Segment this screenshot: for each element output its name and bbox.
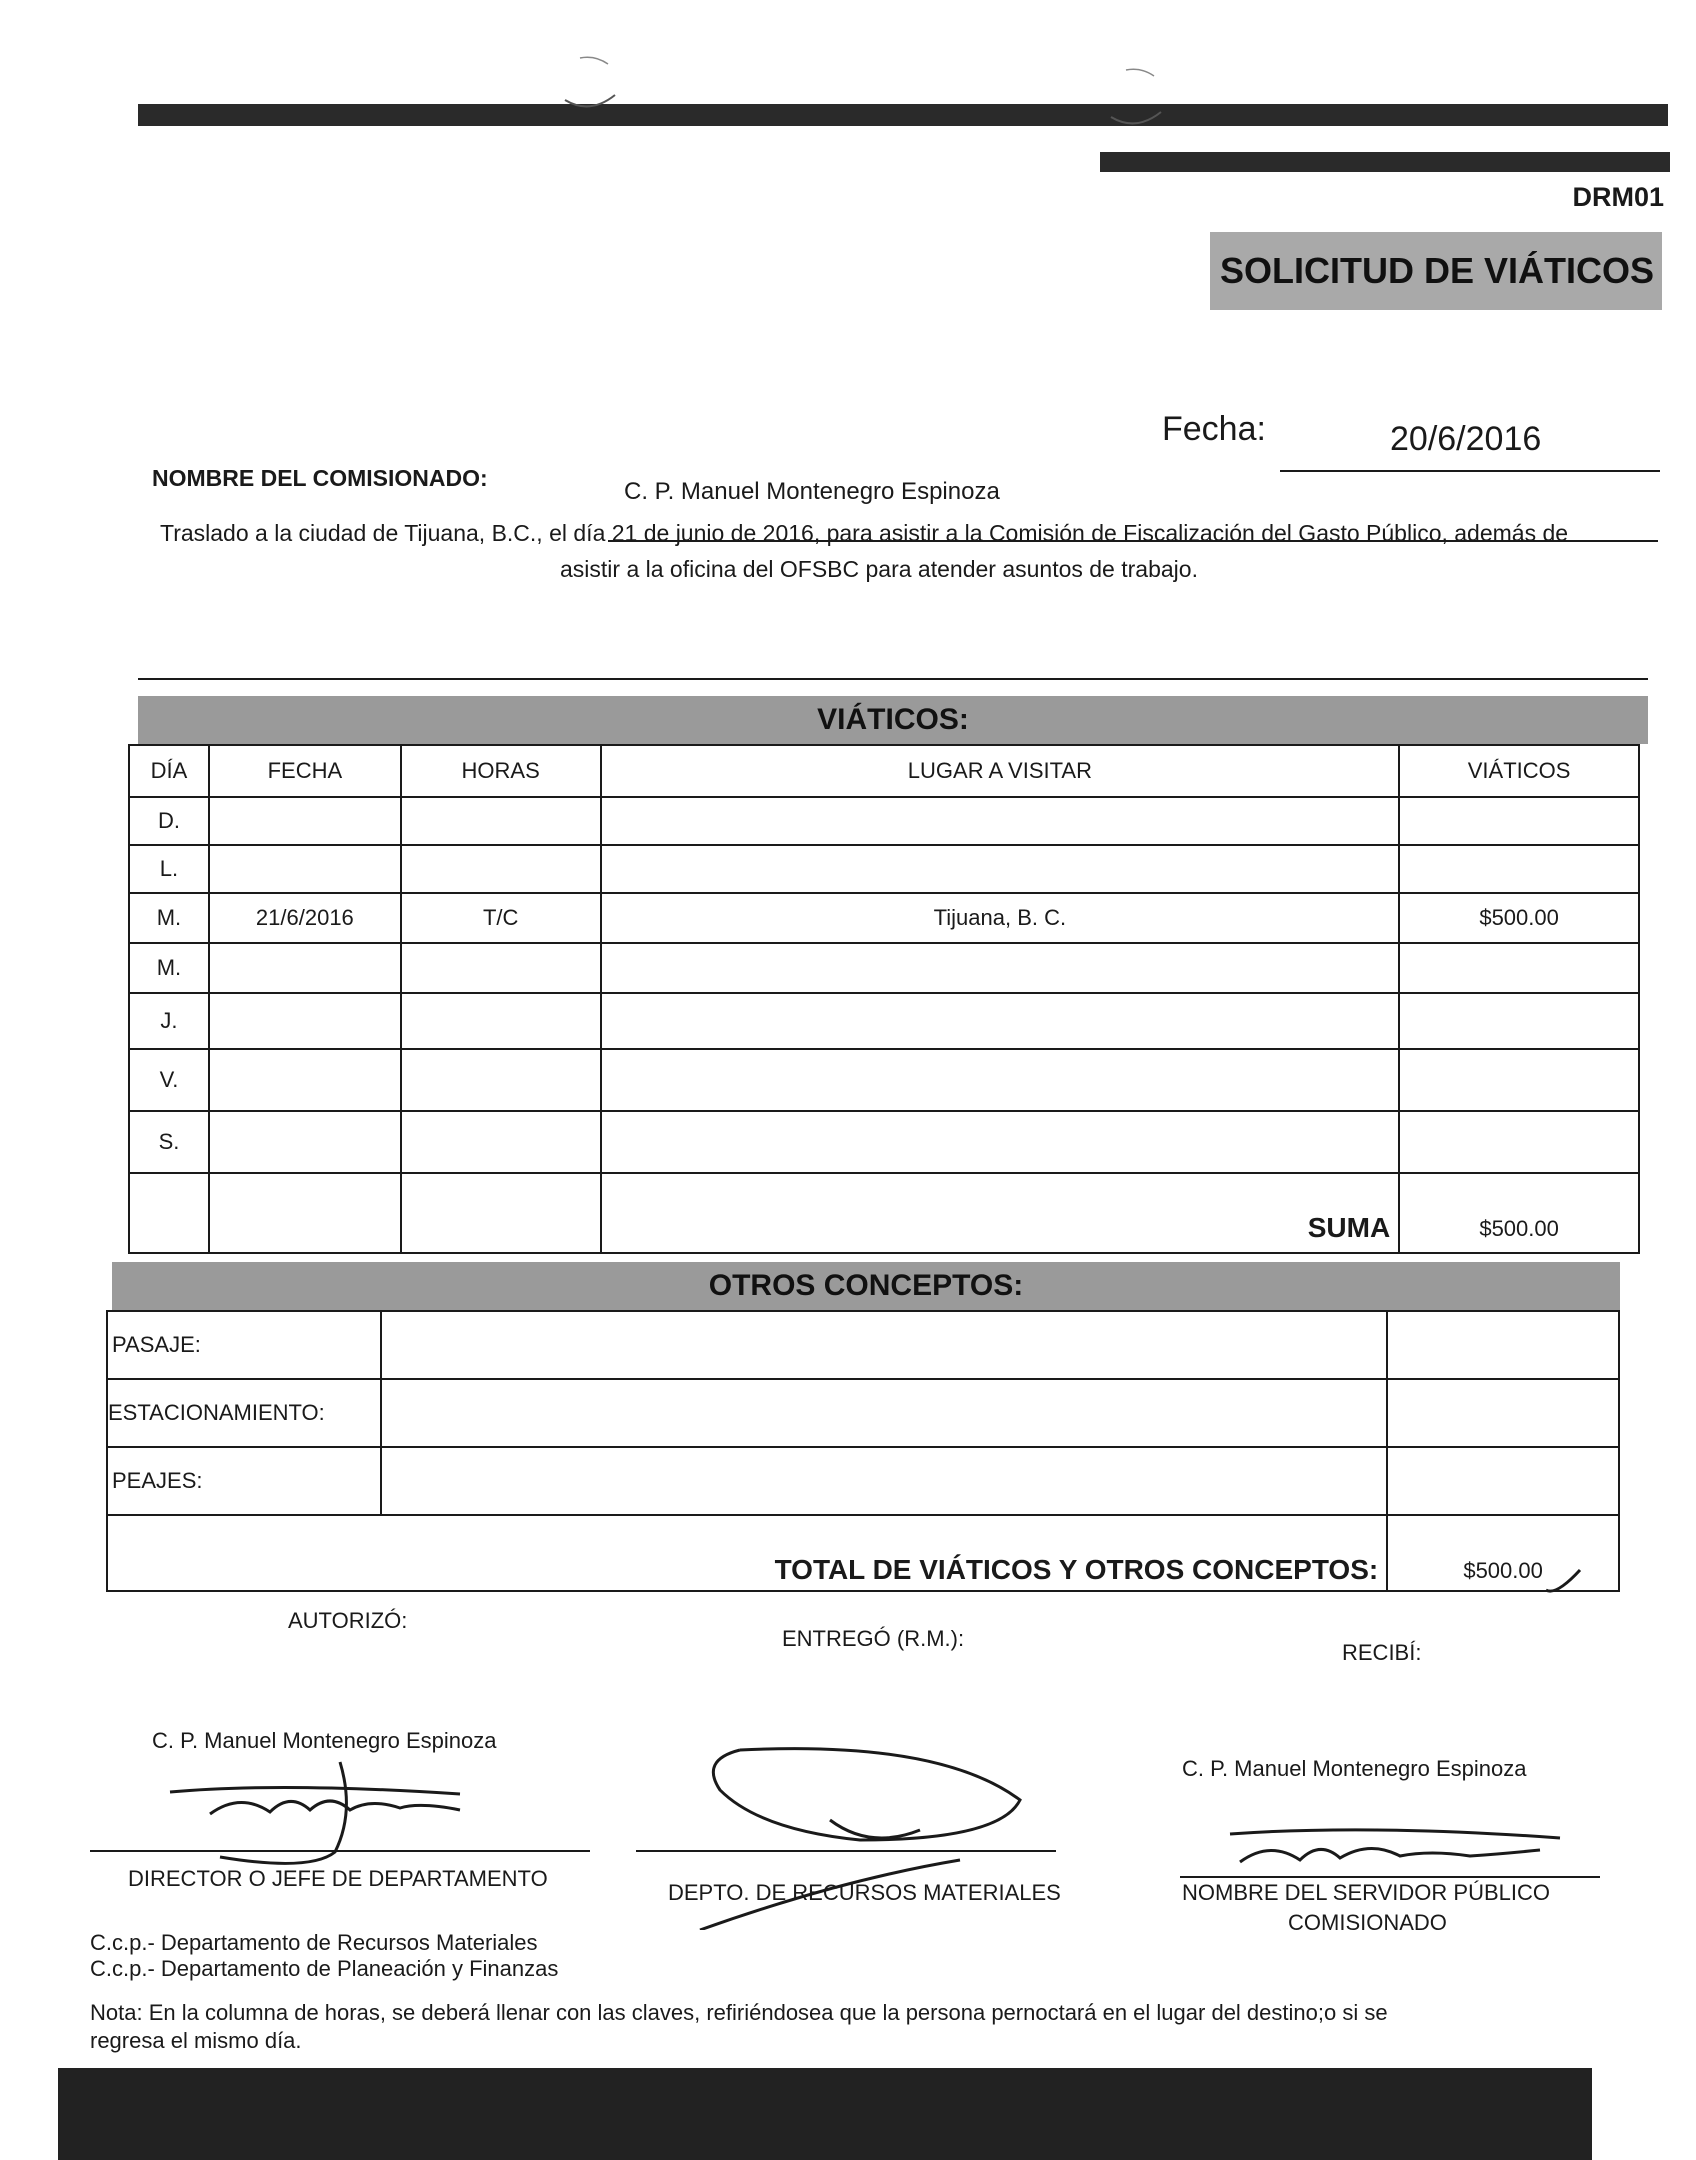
- row-viaticos: $500.00: [1399, 893, 1639, 943]
- row-lugar: [601, 1049, 1400, 1111]
- motivo-line-1: Traslado a la ciudad de Tijuana, B.C., el día 21 de junio de 2016, para asistir a la Comisión de Fiscalización del Gasto Público, además de: [160, 520, 1569, 546]
- row-fecha: [209, 993, 401, 1049]
- row-dia: M.: [129, 893, 209, 943]
- row-viaticos: [1399, 1049, 1639, 1111]
- total-value: $500.00: [1387, 1515, 1619, 1591]
- top-border-bar-right: [1100, 152, 1670, 172]
- row-lugar: Tijuana, B. C.: [601, 893, 1400, 943]
- autorizo-role: DIRECTOR O JEFE DE DEPARTAMENTO: [128, 1866, 548, 1891]
- header-lugar: LUGAR A VISITAR: [601, 745, 1400, 797]
- row-horas: [401, 845, 601, 893]
- row-dia: S.: [129, 1111, 209, 1173]
- fecha-underline: [1280, 470, 1660, 472]
- otros-amount: [1387, 1447, 1619, 1515]
- header-dia: DÍA: [129, 745, 209, 797]
- row-viaticos: [1399, 943, 1639, 993]
- suma-blank-fecha: [209, 1173, 401, 1253]
- autorizo-signature: [160, 1752, 540, 1872]
- row-horas: [401, 943, 601, 993]
- row-dia: V.: [129, 1049, 209, 1111]
- suma-blank-horas: [401, 1173, 601, 1253]
- otros-amount: [1387, 1311, 1619, 1379]
- table-row: [107, 1379, 1619, 1447]
- viaticos-header-band: VIÁTICOS:: [138, 696, 1648, 744]
- row-viaticos: [1399, 797, 1639, 845]
- row-lugar: [601, 797, 1400, 845]
- form-title: SOLICITUD DE VIÁTICOS: [1210, 232, 1662, 310]
- otros-label: ESTACIONAMIENTO:: [107, 1379, 381, 1447]
- otros-description: [381, 1379, 1387, 1447]
- suma-blank-dia: [129, 1173, 209, 1253]
- autorizo-name: C. P. Manuel Montenegro Espinoza: [152, 1728, 497, 1753]
- row-fecha: [209, 1111, 401, 1173]
- table-row: [107, 1311, 1619, 1379]
- row-viaticos: [1399, 845, 1639, 893]
- ccp-line-1: C.c.p.- Departamento de Recursos Materiales: [90, 1930, 538, 1955]
- table-row: [129, 993, 1639, 1049]
- suma-label: SUMA: [601, 1173, 1400, 1253]
- total-label: TOTAL DE VIÁTICOS Y OTROS CONCEPTOS:: [107, 1515, 1387, 1591]
- header-viaticos: VIÁTICOS: [1399, 745, 1639, 797]
- punch-hole-mark-left: [560, 50, 620, 110]
- form-code: DRM01: [1572, 182, 1664, 212]
- recibi-role-line2: COMISIONADO: [1288, 1910, 1447, 1935]
- ccp-line-2: C.c.p.- Departamento de Planeación y Finanzas: [90, 1956, 559, 1981]
- total-row: [107, 1515, 1619, 1591]
- table-row: [107, 1447, 1619, 1515]
- row-viaticos: [1399, 1111, 1639, 1173]
- table-row: [129, 943, 1639, 993]
- row-fecha: [209, 943, 401, 993]
- entrego-label: ENTREGÓ (R.M.):: [782, 1626, 965, 1651]
- viaticos-table: [128, 744, 1640, 1254]
- otros-description: [381, 1311, 1387, 1379]
- otros-amount: [1387, 1379, 1619, 1447]
- entrego-role: DEPTO. DE RECURSOS MATERIALES: [668, 1880, 1061, 1905]
- header-fecha: FECHA: [209, 745, 401, 797]
- recibi-role-line1: NOMBRE DEL SERVIDOR PÚBLICO: [1182, 1880, 1550, 1905]
- table-row: [129, 1111, 1639, 1173]
- table-row: [129, 797, 1639, 845]
- suma-row: [129, 1173, 1639, 1253]
- table-row: [129, 1049, 1639, 1111]
- row-lugar: [601, 1111, 1400, 1173]
- recibi-name: C. P. Manuel Montenegro Espinoza: [1182, 1756, 1527, 1781]
- viaticos-header-row: [129, 745, 1639, 797]
- row-dia: J.: [129, 993, 209, 1049]
- comisionado-value: C. P. Manuel Montenegro Espinoza: [624, 478, 1000, 505]
- fecha-value: 20/6/2016: [1390, 420, 1542, 458]
- row-dia: L.: [129, 845, 209, 893]
- row-horas: T/C: [401, 893, 601, 943]
- row-dia: M.: [129, 943, 209, 993]
- recibi-signature: [1220, 1810, 1580, 1890]
- punch-hole-mark-right: [1106, 62, 1166, 132]
- top-border-bar: [138, 104, 1668, 126]
- row-dia: D.: [129, 797, 209, 845]
- fecha-label: Fecha:: [1162, 410, 1266, 448]
- motivo-line-2: asistir a la oficina del OFSBC para atender asuntos de trabajo.: [560, 556, 1198, 582]
- header-horas: HORAS: [401, 745, 601, 797]
- table-row: [129, 845, 1639, 893]
- row-fecha: [209, 1049, 401, 1111]
- otros-label: PEAJES:: [107, 1447, 381, 1515]
- row-horas: [401, 993, 601, 1049]
- bottom-border-bar: [58, 2068, 1592, 2160]
- suma-value: $500.00: [1399, 1173, 1639, 1253]
- row-fecha: [209, 845, 401, 893]
- otros-table: [106, 1310, 1620, 1592]
- row-lugar: [601, 845, 1400, 893]
- nota-line-1: Nota: En la columna de horas, se deberá llenar con las claves, refiriéndosea que la persona pernoctará en el lugar del destino;o si se: [90, 2000, 1388, 2025]
- row-lugar: [601, 993, 1400, 1049]
- autorizo-label: AUTORIZÓ:: [288, 1608, 408, 1633]
- otros-label: PASAJE:: [107, 1311, 381, 1379]
- otros-description: [381, 1447, 1387, 1515]
- nota-line-2: regresa el mismo día.: [90, 2028, 302, 2053]
- otros-header-band: OTROS CONCEPTOS:: [112, 1262, 1620, 1310]
- comisionado-label: NOMBRE DEL COMISIONADO:: [152, 465, 488, 491]
- row-horas: [401, 797, 601, 845]
- table-row: [129, 893, 1639, 943]
- row-viaticos: [1399, 993, 1639, 1049]
- row-lugar: [601, 943, 1400, 993]
- row-horas: [401, 1111, 601, 1173]
- recibi-label: RECIBÍ:: [1342, 1640, 1422, 1665]
- row-horas: [401, 1049, 601, 1111]
- row-fecha: [209, 797, 401, 845]
- section-divider: [138, 678, 1648, 680]
- check-mark-icon: [1544, 1566, 1584, 1598]
- row-fecha: 21/6/2016: [209, 893, 401, 943]
